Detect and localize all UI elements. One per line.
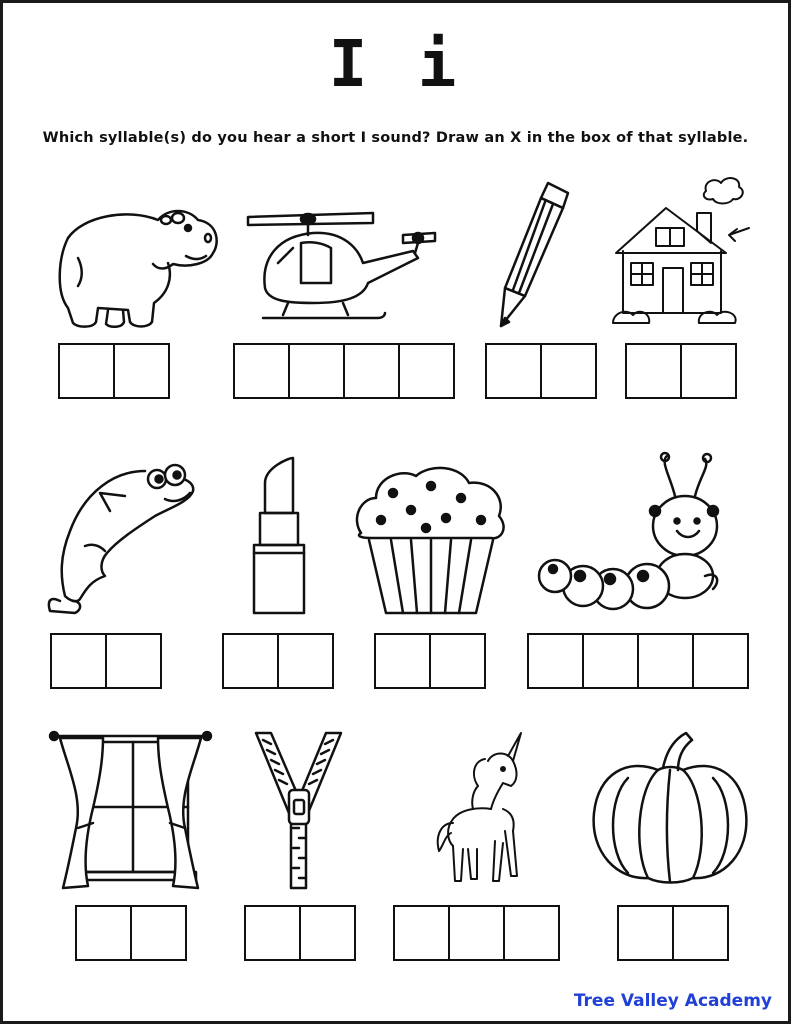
instructions-text: Which syllable(s) do you hear a short I sound? Draw an X in the box of that syllable.: [42, 130, 749, 146]
muffin-syllable-boxes: [374, 633, 486, 689]
syllable-box[interactable]: [485, 343, 542, 399]
syllable-box[interactable]: [393, 905, 450, 961]
syllable-box[interactable]: [105, 633, 162, 689]
syllable-box[interactable]: [244, 905, 301, 961]
publisher-credit: Tree Valley Academy: [573, 991, 772, 1011]
chimney-house-icon: [611, 173, 751, 328]
caterpillar-icon: [535, 451, 725, 616]
syllable-box[interactable]: [288, 343, 345, 399]
unicorn-syllable-boxes: [393, 905, 560, 961]
syllable-box[interactable]: [617, 905, 674, 961]
syllable-box[interactable]: [527, 633, 584, 689]
syllable-box[interactable]: [503, 905, 560, 961]
syllable-box[interactable]: [277, 633, 334, 689]
syllable-box[interactable]: [540, 343, 597, 399]
syllable-box[interactable]: [625, 343, 682, 399]
helicopter-icon: [243, 203, 453, 333]
syllable-box[interactable]: [448, 905, 505, 961]
syllable-box[interactable]: [637, 633, 694, 689]
syllable-box[interactable]: [58, 343, 115, 399]
syllable-box[interactable]: [672, 905, 729, 961]
syllable-box[interactable]: [374, 633, 431, 689]
page-title: I i: [328, 28, 463, 102]
chimney-syllable-boxes: [625, 343, 737, 399]
syllable-box[interactable]: [343, 343, 400, 399]
syllable-box[interactable]: [429, 633, 486, 689]
hippo-syllable-boxes: [58, 343, 170, 399]
syllable-box[interactable]: [233, 343, 290, 399]
window-syllable-boxes: [75, 905, 187, 961]
syllable-box[interactable]: [75, 905, 132, 961]
pencil-syllable-boxes: [485, 343, 597, 399]
syllable-box[interactable]: [680, 343, 737, 399]
syllable-box[interactable]: [299, 905, 356, 961]
unicorn-icon: [433, 731, 528, 889]
pumpkin-icon: [588, 728, 753, 888]
caterpillar-syllable-boxes: [527, 633, 749, 689]
dolphin-icon: [45, 451, 200, 616]
helicopter-syllable-boxes: [233, 343, 455, 399]
syllable-box[interactable]: [398, 343, 455, 399]
lipstick-icon: [248, 453, 308, 618]
syllable-box[interactable]: [50, 633, 107, 689]
lipstick-syllable-boxes: [222, 633, 334, 689]
syllable-box[interactable]: [582, 633, 639, 689]
syllable-box[interactable]: [113, 343, 170, 399]
dolphin-syllable-boxes: [50, 633, 162, 689]
window-icon: [48, 728, 213, 893]
muffin-icon: [351, 458, 511, 618]
pencil-icon: [493, 178, 573, 333]
zipper-icon: [251, 728, 346, 893]
pumpkin-syllable-boxes: [617, 905, 729, 961]
zipper-syllable-boxes: [244, 905, 356, 961]
hippo-icon: [48, 198, 223, 333]
syllable-box[interactable]: [130, 905, 187, 961]
syllable-box[interactable]: [692, 633, 749, 689]
syllable-box[interactable]: [222, 633, 279, 689]
